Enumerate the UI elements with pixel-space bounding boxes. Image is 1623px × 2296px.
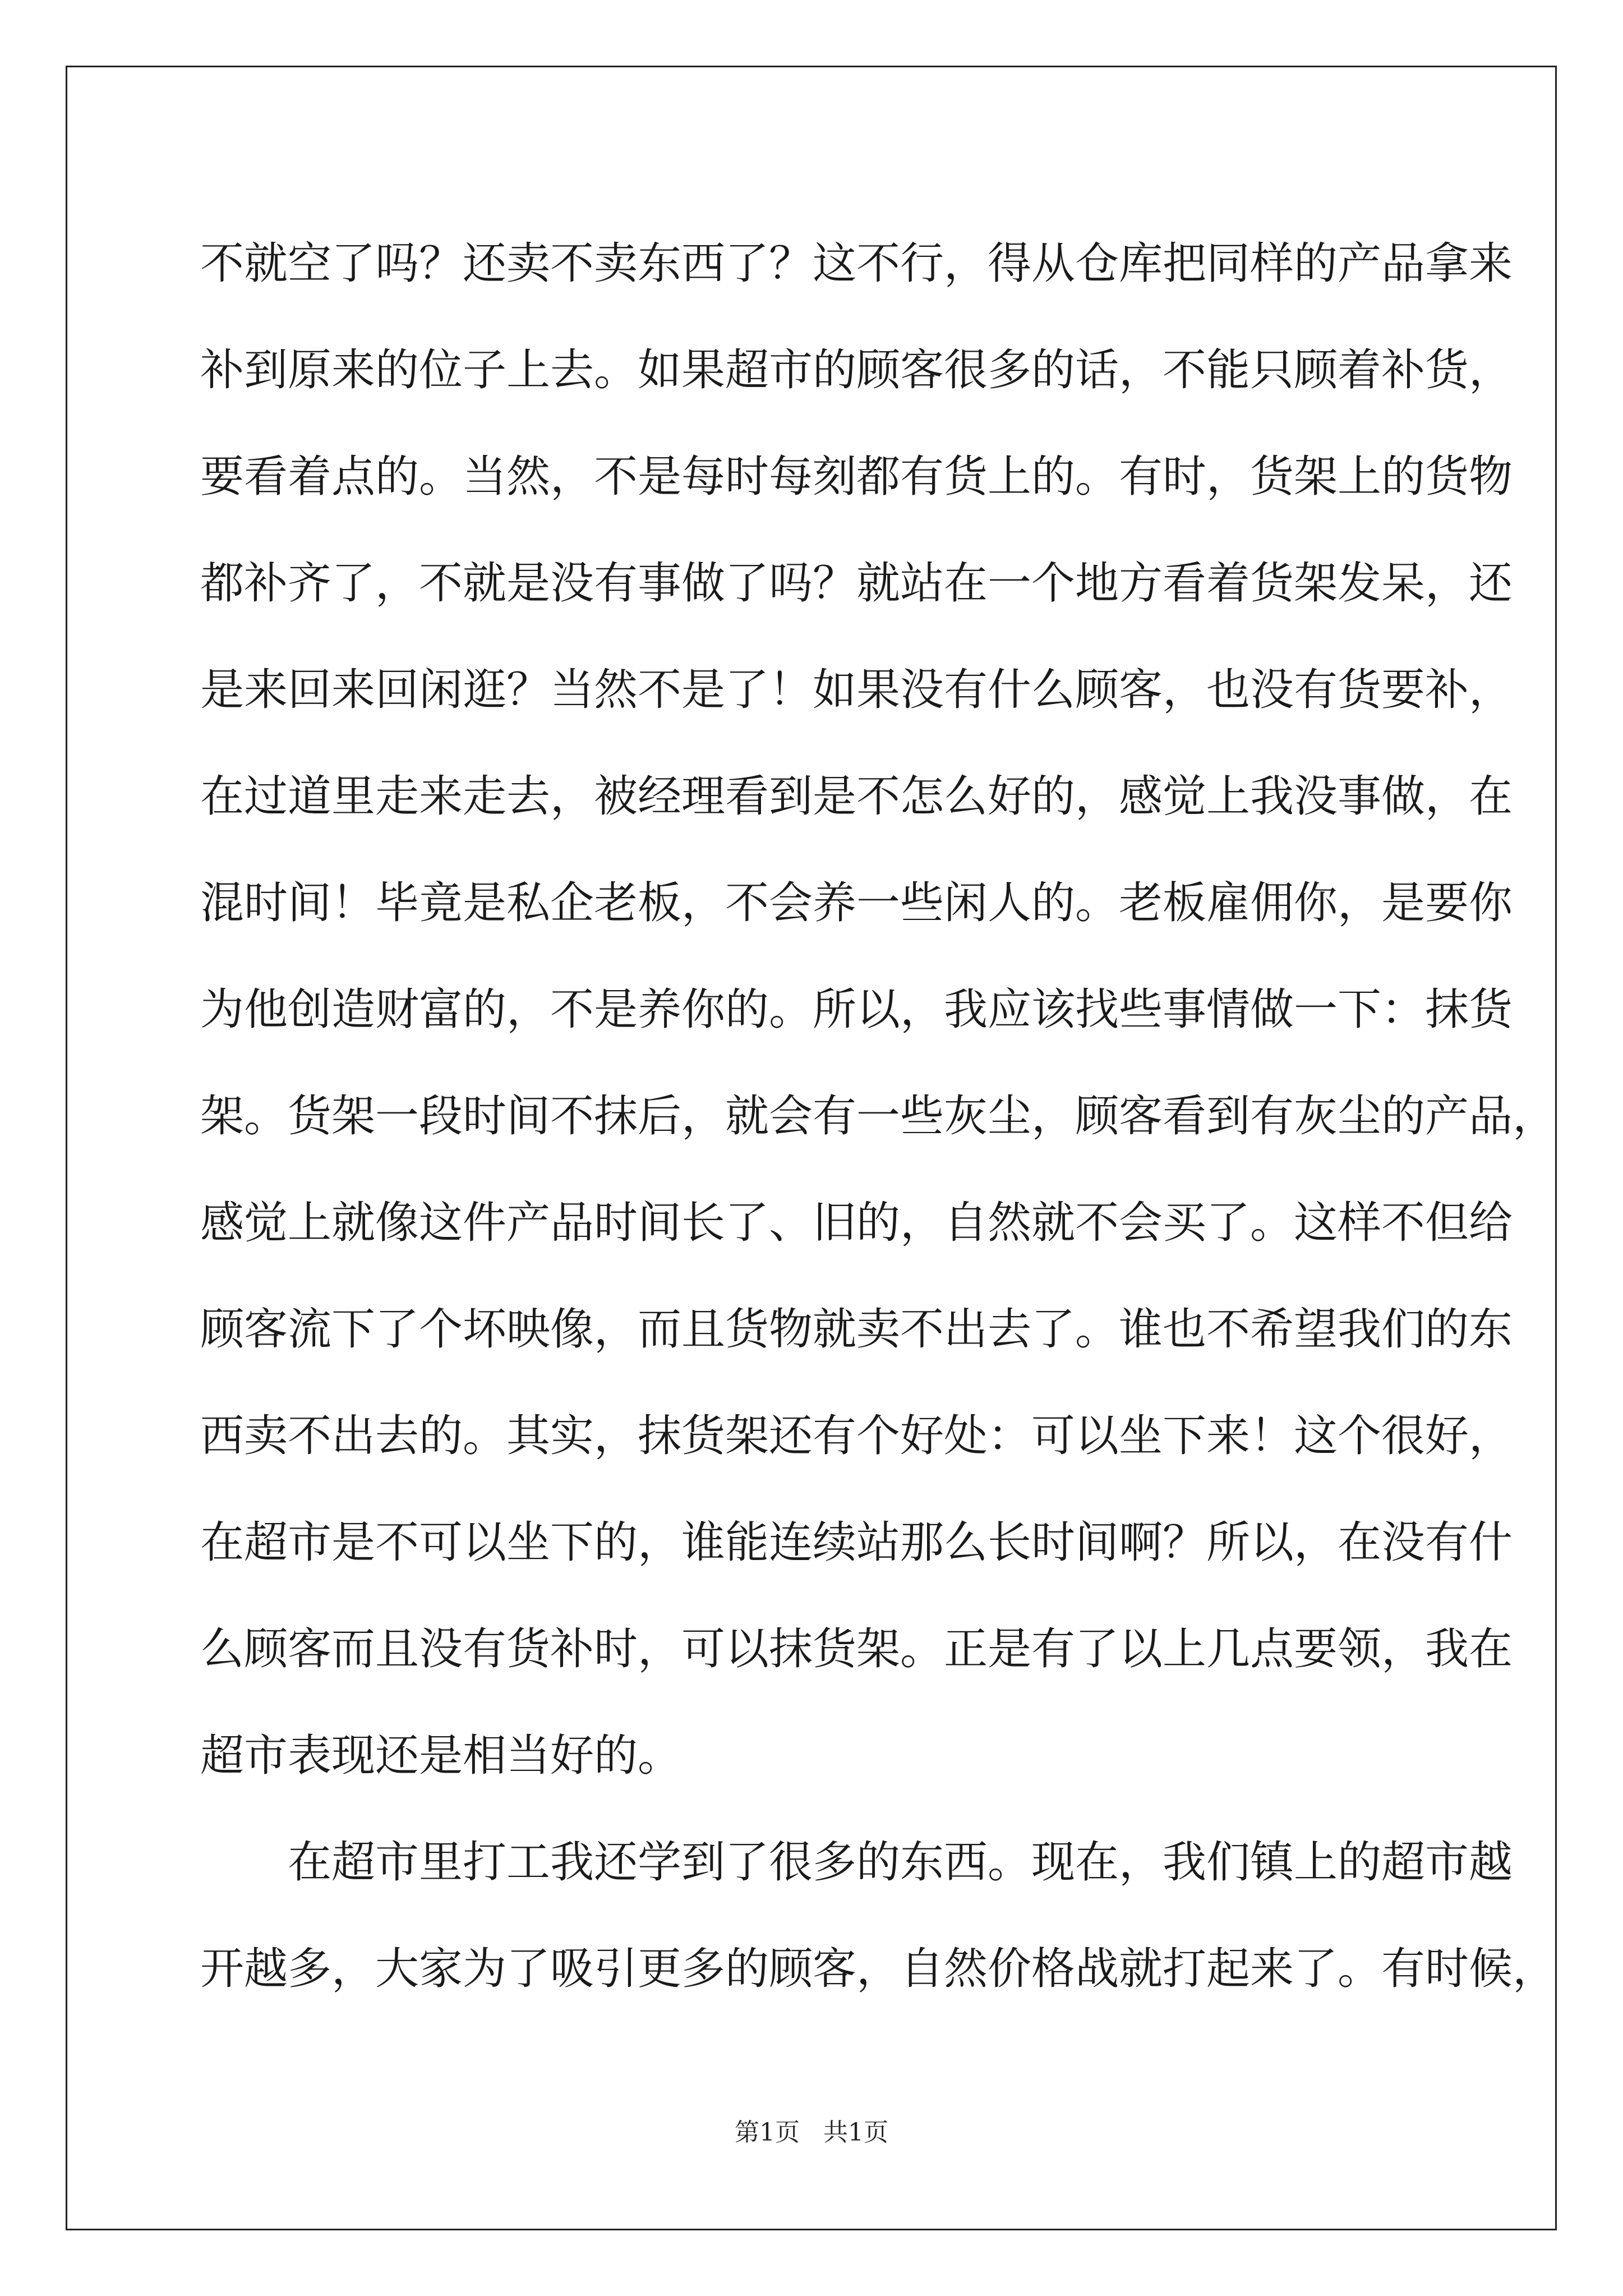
text-line: 西卖不出去的。其实，抹货架还有个好处：可以坐下来！这个很好， <box>200 1411 1513 1461</box>
text-line: 在过道里走来走去，被经理看到是不怎么好的，感觉上我没事做，在 <box>200 771 1513 822</box>
text-line: 为他创造财富的，不是养你的。所以，我应该找些事情做一下：抹货 <box>200 984 1513 1035</box>
text-line: 架。货架一段时间不抹后，就会有一些灰尘，顾客看到有灰尘的产品， <box>200 1091 1557 1142</box>
text-line: 顾客流下了个坏映像，而且货物就卖不出去了。谁也不希望我们的东 <box>200 1304 1513 1355</box>
text-line: 要看着点的。当然，不是每时每刻都有货上的。有时，货架上的货物 <box>200 452 1513 502</box>
text-line: 么顾客而且没有货补时，可以抹货架。正是有了以上几点要领，我在 <box>200 1624 1513 1674</box>
page-footer: 第1页 共1页 <box>735 2118 888 2147</box>
text-line: 在超市是不可以坐下的，谁能连续站那么长时间啊？所以，在没有什 <box>200 1517 1513 1568</box>
paragraph-start-line: 在超市里打工我还学到了很多的东西。现在，我们镇上的超市越 <box>288 1837 1513 1888</box>
text-line: 混时间！毕竟是私企老板，不会养一些闲人的。老板雇佣你，是要你 <box>200 878 1513 928</box>
text-line: 是来回来回闲逛？当然不是了！如果没有什么顾客，也没有货要补， <box>200 665 1513 715</box>
document-body <box>200 210 1557 2022</box>
text-line: 开越多，大家为了吸引更多的顾客，自然价格战就打起来了。有时候， <box>200 1944 1557 1994</box>
text-line: 不就空了吗？还卖不卖东西了？这不行，得从仓库把同样的产品拿来 <box>200 238 1513 289</box>
text-line: 都补齐了，不就是没有事做了吗？就站在一个地方看着货架发呆，还 <box>200 558 1513 609</box>
text-line: 感觉上就像这件产品时间长了、旧的，自然就不会买了。这样不但给 <box>200 1198 1513 1248</box>
paragraph-end-line: 超市表现还是相当好的。 <box>200 1731 682 1781</box>
text-line: 补到原来的位子上去。如果超市的顾客很多的话，不能只顾着补货， <box>200 345 1513 395</box>
